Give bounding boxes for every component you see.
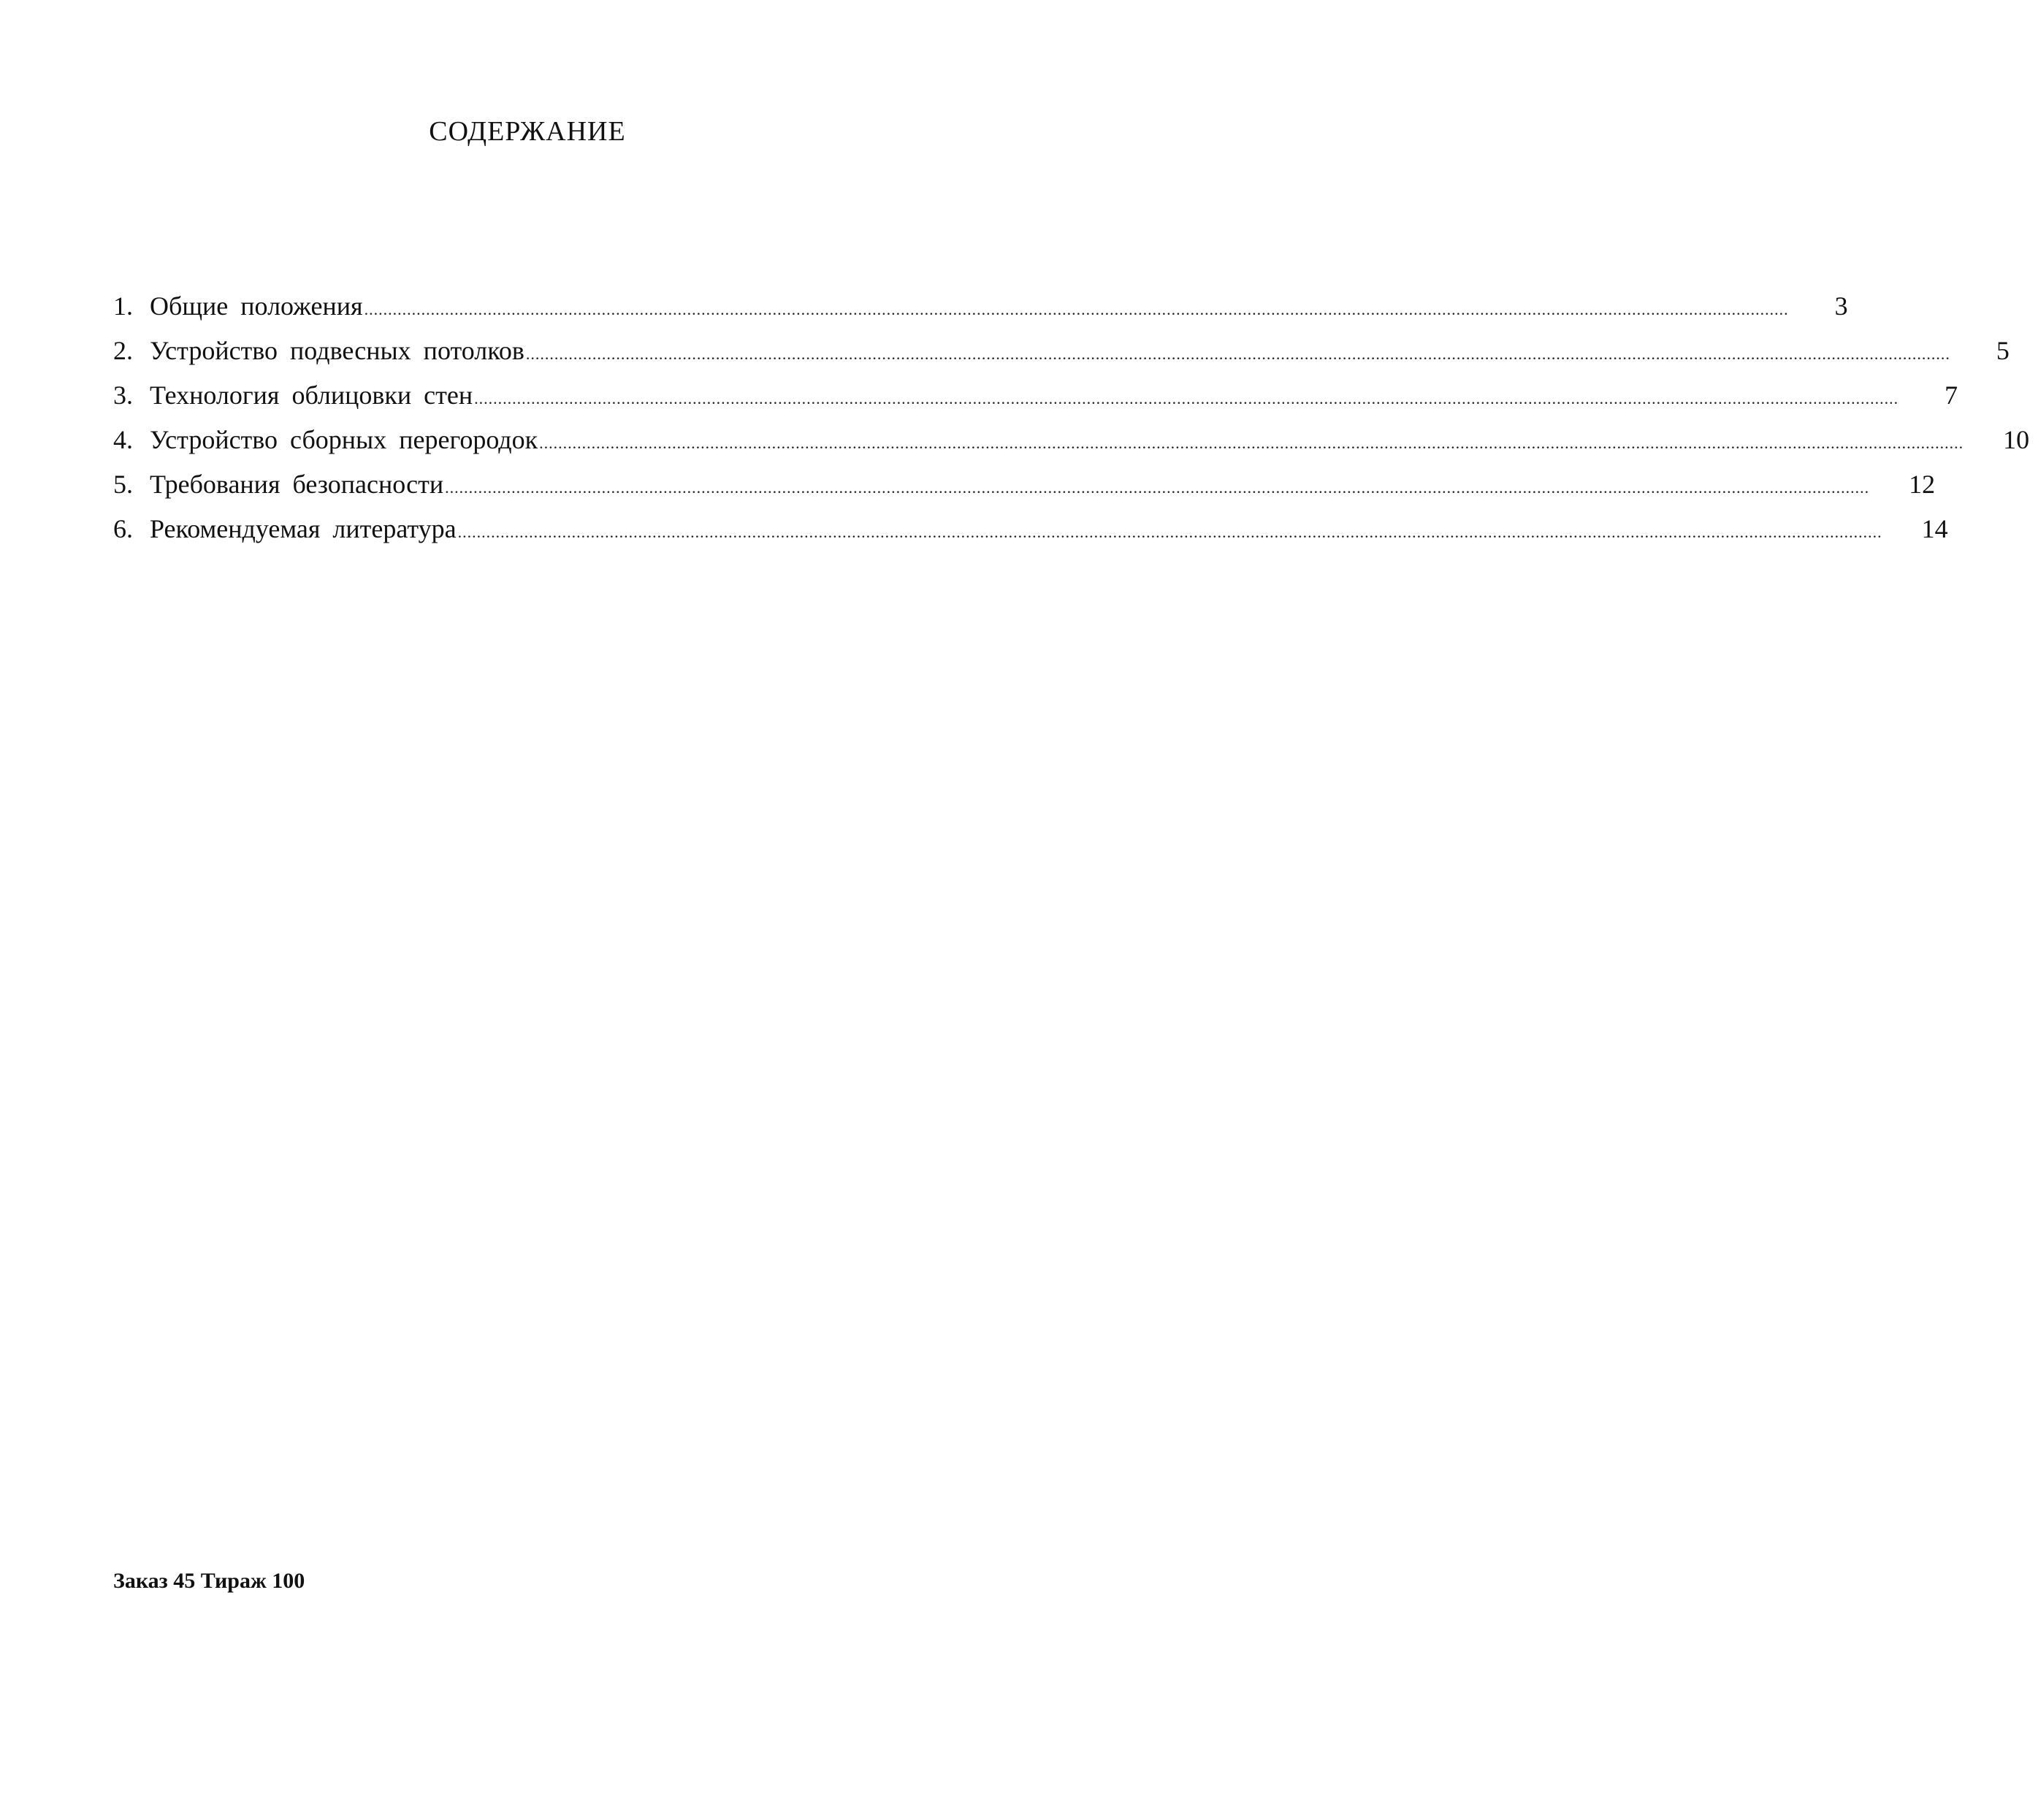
toc-leader-dots: ............................................................................................................................................................................................................................................................................................................	[525, 345, 1950, 363]
toc-entry-number: 2.	[113, 336, 133, 365]
toc-entry-page: 10	[2003, 425, 2030, 454]
toc-entry-number: 6.	[113, 514, 133, 543]
toc-entry-number: 1.	[113, 291, 133, 321]
toc-entry-number: 3.	[113, 381, 133, 410]
toc-entry	[113, 380, 1958, 424]
toc-leader-dots: ............................................................................................................................................................................................................................................................................................................	[445, 478, 1870, 497]
toc-leader-dots: ............................................................................................................................................................................................................................................................................................................	[364, 300, 1789, 318]
toc-entry-page: 12	[1909, 470, 1936, 499]
toc-entry-page: 5	[1996, 336, 2010, 365]
toc-entry	[113, 513, 1948, 558]
table-of-contents	[113, 291, 2030, 558]
toc-entry-page: 14	[1921, 514, 1948, 543]
toc-entry-page: 7	[1945, 381, 1958, 410]
toc-entry-title: Требования безопасности	[150, 470, 444, 499]
toc-entry	[113, 469, 1936, 513]
toc-entry	[113, 424, 2030, 469]
toc-entry-title: Общие положения	[150, 291, 363, 321]
toc-entry-title: Устройство подвесных потолков	[150, 336, 524, 365]
toc-entry	[113, 291, 1848, 335]
toc-entry-page: 3	[1834, 291, 1848, 321]
toc-leader-dots: ............................................................................................................................................................................................................................................................................................................	[474, 389, 1899, 408]
toc-entry-number: 5.	[113, 470, 133, 499]
toc-leader-dots: ............................................................................................................................................................................................................................................................................................................	[457, 523, 1882, 541]
toc-entry-title: Технология облицовки стен	[150, 381, 473, 410]
toc-leader-dots: ............................................................................................................................................................................................................................................................................................................	[539, 434, 1964, 452]
toc-entry-title: Рекомендуемая литература	[150, 514, 457, 543]
toc-entry-title: Устройство сборных перегородок	[150, 425, 538, 454]
toc-entry-number: 4.	[113, 425, 133, 454]
print-imprint: Заказ 45 Тираж 100	[113, 1569, 305, 1593]
page-title: СОДЕРЖАНИЕ	[429, 116, 626, 147]
toc-entry	[113, 335, 2010, 380]
